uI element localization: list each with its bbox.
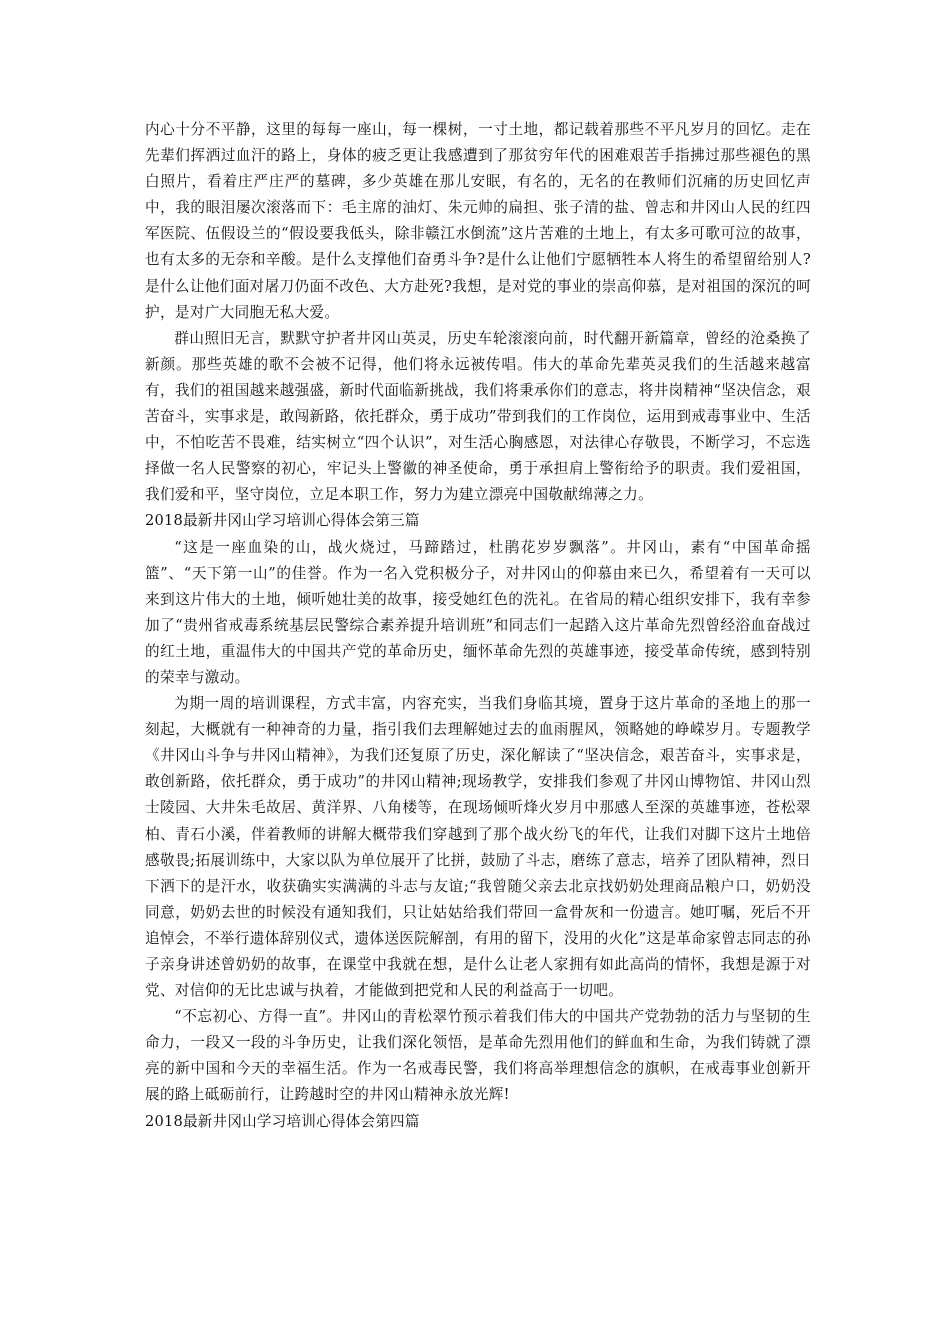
paragraph-3: “这是一座血染的山，战火烧过，马蹄踏过，杜鹃花岁岁飘落”。井冈山，素有“中国革命摇篮”、“天下第一山”的佳誉。作为一名入党积极分子，对井冈山的仰慕由来已久，希望着有一天可以来到这片伟大的土地，倾听她壮美的故事，接受她红色的洗礼。在省局的精心组织安排下，我有幸参加了“贵州省戒毒系统基层民警综合素养提升培训班”和同志们一起踏入这片革命先烈曾经浴血奋战过的红土地，重温伟大的中国共产党的革命历史，缅怀革命先烈的英雄事迹，接受革命传统，感到特别的荣幸与激动。: [145, 538, 811, 686]
paragraph-4: 为期一周的培训课程，方式丰富，内容充实，当我们身临其境，置身于这片革命的圣地上的那一刻起，大概就有一种神奇的力量，指引我们去理解她过去的血雨腥风，领略她的峥嵘岁月。专题教学《井冈山斗争与井冈山精神》，为我们还复原了历史，深化解读了“坚决信念，艰苦奋斗，实事求是，敢创新路，依托群众，勇于成功”的井冈山精神;现场教学，安排我们参观了井冈山博物馆、井冈山烈士陵园、大井朱毛故居、黄洋界、八角楼等，在现场倾听烽火岁月中那感人至深的英雄事迹，苍松翠柏、青石小溪，伴着教师的讲解大概带我们穿越到了那个战火纷飞的年代，让我们对脚下这片土地倍感敬畏;拓展训练中，大家以队为单位展开了比拼，鼓励了斗志，磨练了意志，培养了团队精神，烈日下洒下的是汗水，收获确实实满满的斗志与友谊;“我曾随父亲去北京找奶奶处理商品粮户口，奶奶没同意，奶奶去世的时候没有通知我们，只让姑姑给我们带回一盒骨灰和一份遗言。她叮嘱，死后不开追悼会，不举行遗体辞别仪式，遗体送医院解剖，有用的留下，没用的火化”这是革命家曾志同志的孙子亲身讲述曾奶奶的故事，在课堂中我就在想，是什么让老人家拥有如此高尚的情怀，我想是源于对党、对信仰的无比忠诚与执着，才能做到把党和人民的利益高于一切吧。: [145, 695, 811, 1000]
document-page: [145, 117, 811, 1135]
paragraph-5: “不忘初心、方得一直”。井冈山的青松翠竹预示着我们伟大的中国共产党勃勃的活力与坚韧的生命力，一段又一段的斗争历史，让我们深化领悟，是革命先烈用他们的鲜血和生命，为我们铸就了漂亮的新中国和今天的幸福生活。作为一名戒毒民警，我们将高举理想信念的旗帜，在戒毒事业创新开展的路上砥砺前行，让跨越时空的井冈山精神永放光辉!: [145, 1008, 811, 1104]
section-heading-3: 2018最新井冈山学习培训心得体会第三篇: [145, 512, 420, 530]
section-heading-4: 2018最新井冈山学习培训心得体会第四篇: [145, 1112, 420, 1130]
paragraph-2: 群山照旧无言，默默守护者井冈山英灵，历史车轮滚滚向前，时代翻开新篇章，曾经的沧桑换了新颜。那些英雄的歌不会被不记得，他们将永远被传唱。伟大的革命先辈英灵我们的生活越来越富有，我们的祖国越来越强盛，新时代面临新挑战，我们将秉承你们的意志，将井岗精神“坚决信念，艰苦奋斗，实事求是，敢闯新路，依托群众，勇于成功”带到我们的工作岗位，运用到戒毒事业中、生活中，不怕吃苦不畏难，结实树立“四个认识”，对生活心胸感恩，对法律心存敬畏，不断学习，不忘选择做一名人民警察的初心，牢记头上警徽的神圣使命，勇于承担肩上警衔给予的职责。我们爱祖国，我们爱和平，坚守岗位，立足本职工作，努力为建立漂亮中国敬献绵薄之力。: [145, 329, 811, 504]
paragraph-1: 内心十分不平静，这里的每每一座山，每一棵树，一寸土地，都记载着那些不平凡岁月的回忆。走在先辈们挥洒过血汗的路上，身体的疲乏更让我感遭到了那贫穷年代的困难艰苦手指拂过那些褪色的黑白照片，看着庄严庄严的墓碑，多少英雄在那儿安眠，有名的，无名的在教师们沉痛的历史回忆声中，我的眼泪屡次滚落而下：毛主席的油灯、朱元帅的扁担、张子清的盐、曾志和井冈山人民的红四军医院、伍假设兰的“假设要我低头，除非赣江水倒流”这片苦难的土地上，有太多可歌可泣的故事，也有太多的无奈和辛酸。是什么支撑他们奋勇斗争?是什么让他们宁愿牺牲本人将生的希望留给别人?是什么让他们面对屠刀仍面不改色、大方赴死?我想，是对党的事业的崇高仰慕，是对祖国的深沉的呵护，是对广大同胞无私大爱。: [145, 121, 811, 321]
